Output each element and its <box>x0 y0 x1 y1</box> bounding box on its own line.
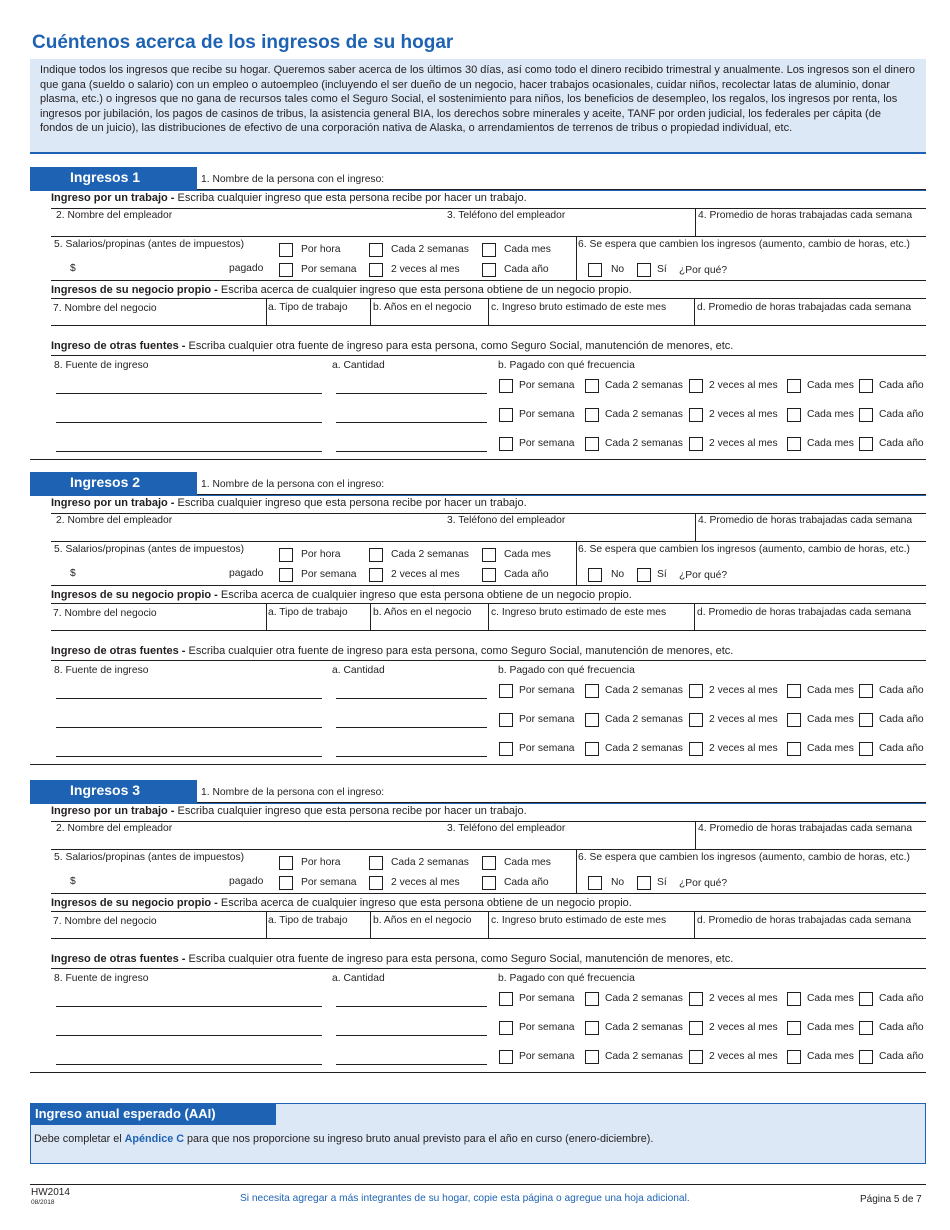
rule-line <box>51 821 926 822</box>
business-income-heading: Ingresos de su negocio propio - <box>51 589 221 601</box>
gross-income-field: c. Ingreso bruto estimado de este mes <box>491 302 667 313</box>
freq-2-veces-al-mes-label: 2 veces al mes <box>391 264 460 275</box>
other-freq-2-veces-al-mes-label: 2 veces al mes <box>709 743 778 754</box>
income-source-label: 8. Fuente de ingreso <box>54 360 149 371</box>
rule-line <box>51 968 926 969</box>
aai-instructions <box>34 1133 653 1145</box>
amount-input[interactable] <box>336 727 487 728</box>
other-income-heading: Ingreso de otras fuentes - <box>51 340 189 352</box>
other-freq-cada-ano-checkbox[interactable] <box>859 437 873 451</box>
aai-text-before: Debe completar el <box>34 1133 125 1145</box>
years-in-business-field: b. Años en el negocio <box>373 302 472 313</box>
job-income <box>51 805 527 817</box>
yes-label: Sí <box>657 877 667 888</box>
page-title: Cuéntenos acerca de los ingresos de su hogar <box>32 32 454 53</box>
other-income <box>51 645 733 657</box>
freq-por-hora-checkbox[interactable] <box>279 548 293 562</box>
other-freq-cada-2-semanas-checkbox[interactable] <box>585 684 599 698</box>
other-freq-cada-ano-label: Cada año <box>879 380 924 391</box>
other-freq-2-veces-al-mes-label: 2 veces al mes <box>709 1022 778 1033</box>
dollar-sign: $ <box>70 263 76 274</box>
income-source-label: 8. Fuente de ingreso <box>54 973 149 984</box>
rule-line <box>51 893 926 894</box>
other-freq-cada-mes-checkbox[interactable] <box>787 1050 801 1064</box>
rule-line <box>197 189 926 190</box>
other-freq-2-veces-al-mes-label: 2 veces al mes <box>709 1051 778 1062</box>
rule-line <box>30 459 926 460</box>
freq-cada-ano-label: Cada año <box>504 569 549 580</box>
freq-cada-mes-label: Cada mes <box>504 857 551 868</box>
appendix-c-link[interactable]: Apéndice C <box>124 1133 185 1145</box>
other-income-description: Escriba cualquier otra fuente de ingreso para esta persona, como Seguro Social, manutención de menores, etc. <box>188 340 734 352</box>
job-income-heading: Ingreso por un trabajo - <box>51 192 178 204</box>
avg-hours-field: 4. Promedio de horas trabajadas cada semana <box>698 210 913 221</box>
other-freq-por-semana-checkbox[interactable] <box>499 992 513 1006</box>
dollar-sign: $ <box>70 568 76 579</box>
other-freq-cada-mes-label: Cada mes <box>807 409 854 420</box>
income-source-label: 8. Fuente de ingreso <box>54 665 149 676</box>
rule-line <box>51 513 926 514</box>
other-freq-cada-ano-checkbox[interactable] <box>859 379 873 393</box>
other-freq-cada-mes-label: Cada mes <box>807 993 854 1004</box>
freq-cada-2-semanas-checkbox[interactable] <box>369 856 383 870</box>
other-freq-2-veces-al-mes-label: 2 veces al mes <box>709 438 778 449</box>
section-tab: Ingresos 2 <box>30 472 197 494</box>
business-income <box>51 589 632 601</box>
work-type-field: a. Tipo de trabajo <box>268 607 348 618</box>
footer-divider <box>30 1184 926 1185</box>
other-freq-cada-2-semanas-label: Cada 2 semanas <box>605 1051 683 1062</box>
other-freq-cada-2-semanas-label: Cada 2 semanas <box>605 1022 683 1033</box>
freq-por-hora-label: Por hora <box>301 244 341 255</box>
other-freq-cada-mes-checkbox[interactable] <box>787 713 801 727</box>
freq-cada-ano-label: Cada año <box>504 877 549 888</box>
amount-input[interactable] <box>336 451 487 452</box>
employer-phone-field: 3. Teléfono del empleador <box>447 210 566 221</box>
other-freq-cada-mes-checkbox[interactable] <box>787 992 801 1006</box>
freq-por-hora-label: Por hora <box>301 857 341 868</box>
other-freq-2-veces-al-mes-checkbox[interactable] <box>689 1050 703 1064</box>
amount-input[interactable] <box>336 756 487 757</box>
rule-line <box>51 630 926 631</box>
column-divider <box>266 603 267 630</box>
other-freq-cada-2-semanas-label: Cada 2 semanas <box>605 685 683 696</box>
column-divider <box>266 298 267 325</box>
amount-input[interactable] <box>336 1035 487 1036</box>
form-date: 08/2018 <box>31 1199 55 1206</box>
other-freq-cada-2-semanas-label: Cada 2 semanas <box>605 380 683 391</box>
other-freq-cada-2-semanas-checkbox[interactable] <box>585 992 599 1006</box>
column-divider <box>576 541 577 585</box>
income-source-input[interactable] <box>56 393 322 394</box>
business-income <box>51 897 632 909</box>
other-freq-cada-2-semanas-label: Cada 2 semanas <box>605 438 683 449</box>
business-income-description: Escriba acerca de cualquier ingreso que esta persona obtiene de un negocio propio. <box>220 897 632 909</box>
other-freq-2-veces-al-mes-checkbox[interactable] <box>689 1021 703 1035</box>
years-in-business-field: b. Años en el negocio <box>373 607 472 618</box>
freq-cada-ano-checkbox[interactable] <box>482 876 496 890</box>
other-freq-por-semana-checkbox[interactable] <box>499 684 513 698</box>
rule-line <box>51 325 926 326</box>
business-name-field: 7. Nombre del negocio <box>53 916 157 927</box>
freq-por-semana-label: Por semana <box>301 877 357 888</box>
why-label: ¿Por qué? <box>679 878 728 889</box>
job-income-description: Escriba cualquier ingreso que esta persona recibe por hacer un trabajo. <box>177 497 527 509</box>
rule-line <box>51 541 926 542</box>
aai-title: Ingreso anual esperado (AAI) <box>31 1104 276 1125</box>
column-divider <box>694 603 695 630</box>
change-no-checkbox[interactable] <box>588 876 602 890</box>
rule-line <box>51 355 926 356</box>
avg-hours-field: 4. Promedio de horas trabajadas cada semana <box>698 515 913 526</box>
freq-por-semana-label: Por semana <box>301 264 357 275</box>
other-income <box>51 340 733 352</box>
freq-cada-ano-checkbox[interactable] <box>482 568 496 582</box>
other-freq-2-veces-al-mes-checkbox[interactable] <box>689 713 703 727</box>
other-freq-cada-2-semanas-checkbox[interactable] <box>585 437 599 451</box>
no-label: No <box>611 877 625 888</box>
other-freq-2-veces-al-mes-checkbox[interactable] <box>689 684 703 698</box>
other-freq-por-semana-checkbox[interactable] <box>499 379 513 393</box>
other-freq-cada-ano-label: Cada año <box>879 1022 924 1033</box>
amount-input[interactable] <box>336 1064 487 1065</box>
column-divider <box>695 821 696 849</box>
other-freq-cada-mes-label: Cada mes <box>807 438 854 449</box>
employer-name-field: 2. Nombre del empleador <box>56 823 173 834</box>
other-freq-por-semana-label: Por semana <box>519 714 575 725</box>
other-freq-2-veces-al-mes-label: 2 veces al mes <box>709 685 778 696</box>
page-number: Página 5 de 7 <box>860 1194 922 1205</box>
rule-line <box>51 236 926 237</box>
other-freq-cada-ano-checkbox[interactable] <box>859 713 873 727</box>
other-freq-2-veces-al-mes-checkbox[interactable] <box>689 992 703 1006</box>
employer-name-field: 2. Nombre del empleador <box>56 210 173 221</box>
business-hours-field: d. Promedio de horas trabajadas cada semana <box>697 302 912 313</box>
column-divider <box>694 911 695 938</box>
column-divider <box>266 911 267 938</box>
income-change-label: 6. Se espera que cambien los ingresos (aumento, cambio de horas, etc.) <box>578 852 910 863</box>
column-divider <box>370 298 371 325</box>
other-income-heading: Ingreso de otras fuentes - <box>51 645 189 657</box>
wages-label: 5. Salarios/propinas (antes de impuestos) <box>54 239 245 250</box>
column-divider <box>488 911 489 938</box>
other-freq-2-veces-al-mes-label: 2 veces al mes <box>709 993 778 1004</box>
rule-line <box>51 585 926 586</box>
other-freq-cada-ano-checkbox[interactable] <box>859 1021 873 1035</box>
change-yes-checkbox[interactable] <box>637 876 651 890</box>
job-income-heading: Ingreso por un trabajo - <box>51 805 178 817</box>
change-yes-checkbox[interactable] <box>637 568 651 582</box>
other-freq-por-semana-checkbox[interactable] <box>499 408 513 422</box>
no-label: No <box>611 264 625 275</box>
other-freq-por-semana-checkbox[interactable] <box>499 437 513 451</box>
paid-label: pagado <box>229 263 264 274</box>
amount-input[interactable] <box>336 1006 487 1007</box>
freq-cada-2-semanas-label: Cada 2 semanas <box>391 857 469 868</box>
other-freq-cada-2-semanas-checkbox[interactable] <box>585 408 599 422</box>
rule-line <box>197 494 926 495</box>
other-freq-2-veces-al-mes-label: 2 veces al mes <box>709 380 778 391</box>
other-income-heading: Ingreso de otras fuentes - <box>51 953 189 965</box>
income-source-input[interactable] <box>56 1006 322 1007</box>
other-freq-cada-mes-checkbox[interactable] <box>787 379 801 393</box>
freq-por-hora-checkbox[interactable] <box>279 243 293 257</box>
other-freq-2-veces-al-mes-checkbox[interactable] <box>689 742 703 756</box>
other-freq-cada-mes-label: Cada mes <box>807 685 854 696</box>
income-section-1 <box>30 167 926 460</box>
other-freq-cada-mes-label: Cada mes <box>807 380 854 391</box>
column-divider <box>576 849 577 893</box>
intro-paragraph: Indique todos los ingresos que recibe su hogar. Queremos saber acerca de los últimos 30 días, así como todo el dinero recibido trimestral y anualmente. Los ingresos son el dinero que gana (sueldo o salario) con un empleo o autoempleo (incluyendo el ser dueño de un negocio, hacer trabajos ocasionales, cuidar niños, recolectar latas de aluminio, donar plasma, etc.) o ingresos que no gana de recursos tales como el Seguro Social, el sostenimiento para niños, los beneficios de desempleo, los regalos, los ingresos por renta, los ingresos por jubilación, los pagos de casinos de tribus, la asistencia general BIA, los derechos sobre minerales y aceite, TANF por orden judicial, los federales per cápita (de fondos de un juicio), las distribuciones de efectivo de una corporación nativa de Alaska, o arrendamientos de terrenos de tribus o propiedad individual, etc. <box>30 59 926 154</box>
yes-label: Sí <box>657 264 667 275</box>
business-income-description: Escriba acerca de cualquier ingreso que esta persona obtiene de un negocio propio. <box>220 589 632 601</box>
income-section-2 <box>30 472 926 765</box>
income-source-input[interactable] <box>56 698 322 699</box>
freq-por-hora-label: Por hora <box>301 549 341 560</box>
freq-cada-ano-label: Cada año <box>504 264 549 275</box>
other-freq-cada-ano-checkbox[interactable] <box>859 992 873 1006</box>
column-divider <box>695 513 696 541</box>
freq-cada-2-semanas-checkbox[interactable] <box>369 243 383 257</box>
other-freq-2-veces-al-mes-checkbox[interactable] <box>689 437 703 451</box>
freq-2-veces-al-mes-label: 2 veces al mes <box>391 569 460 580</box>
amount-label: a. Cantidad <box>332 360 385 371</box>
other-freq-por-semana-label: Por semana <box>519 409 575 420</box>
other-freq-cada-2-semanas-checkbox[interactable] <box>585 713 599 727</box>
other-freq-cada-2-semanas-checkbox[interactable] <box>585 1050 599 1064</box>
other-income-description: Escriba cualquier otra fuente de ingreso para esta persona, como Seguro Social, manutención de menores, etc. <box>188 645 734 657</box>
gross-income-field: c. Ingreso bruto estimado de este mes <box>491 915 667 926</box>
avg-hours-field: 4. Promedio de horas trabajadas cada semana <box>698 823 913 834</box>
other-freq-cada-mes-checkbox[interactable] <box>787 408 801 422</box>
other-freq-por-semana-label: Por semana <box>519 993 575 1004</box>
other-freq-cada-ano-checkbox[interactable] <box>859 1050 873 1064</box>
paid-label: pagado <box>229 876 264 887</box>
job-income <box>51 497 527 509</box>
person-name-label: 1. Nombre de la persona con el ingreso: <box>201 479 385 490</box>
rule-line <box>30 1072 926 1073</box>
other-freq-cada-mes-label: Cada mes <box>807 714 854 725</box>
business-income-heading: Ingresos de su negocio propio - <box>51 897 221 909</box>
other-freq-cada-2-semanas-checkbox[interactable] <box>585 379 599 393</box>
other-freq-cada-2-semanas-label: Cada 2 semanas <box>605 743 683 754</box>
other-freq-cada-ano-label: Cada año <box>879 438 924 449</box>
freq-por-semana-checkbox[interactable] <box>279 568 293 582</box>
freq-por-semana-checkbox[interactable] <box>279 876 293 890</box>
no-label: No <box>611 569 625 580</box>
other-freq-cada-ano-label: Cada año <box>879 743 924 754</box>
rule-line <box>51 280 926 281</box>
freq-cada-mes-checkbox[interactable] <box>482 856 496 870</box>
person-name-label: 1. Nombre de la persona con el ingreso: <box>201 787 385 798</box>
other-freq-cada-mes-checkbox[interactable] <box>787 684 801 698</box>
work-type-field: a. Tipo de trabajo <box>268 915 348 926</box>
other-freq-cada-2-semanas-checkbox[interactable] <box>585 1021 599 1035</box>
amount-label: a. Cantidad <box>332 665 385 676</box>
wages-label: 5. Salarios/propinas (antes de impuestos) <box>54 544 245 555</box>
other-freq-por-semana-label: Por semana <box>519 1051 575 1062</box>
aai-section <box>30 1103 926 1164</box>
income-source-input[interactable] <box>56 1064 322 1065</box>
change-no-checkbox[interactable] <box>588 568 602 582</box>
rule-line <box>51 938 926 939</box>
other-freq-cada-2-semanas-label: Cada 2 semanas <box>605 993 683 1004</box>
other-freq-cada-ano-label: Cada año <box>879 993 924 1004</box>
other-income <box>51 953 733 965</box>
freq-cada-mes-checkbox[interactable] <box>482 243 496 257</box>
other-freq-cada-ano-checkbox[interactable] <box>859 408 873 422</box>
column-divider <box>576 236 577 280</box>
business-name-field: 7. Nombre del negocio <box>53 303 157 314</box>
frequency-label: b. Pagado con qué frecuencia <box>498 665 635 676</box>
income-change-label: 6. Se espera que cambien los ingresos (aumento, cambio de horas, etc.) <box>578 239 910 250</box>
other-freq-por-semana-label: Por semana <box>519 438 575 449</box>
dollar-sign: $ <box>70 876 76 887</box>
freq-cada-mes-checkbox[interactable] <box>482 548 496 562</box>
rule-line <box>51 849 926 850</box>
employer-phone-field: 3. Teléfono del empleador <box>447 823 566 834</box>
person-name-label: 1. Nombre de la persona con el ingreso: <box>201 174 385 185</box>
amount-label: a. Cantidad <box>332 973 385 984</box>
business-hours-field: d. Promedio de horas trabajadas cada semana <box>697 915 912 926</box>
other-freq-por-semana-label: Por semana <box>519 380 575 391</box>
income-source-input[interactable] <box>56 422 322 423</box>
amount-input[interactable] <box>336 422 487 423</box>
freq-por-hora-checkbox[interactable] <box>279 856 293 870</box>
other-freq-cada-mes-label: Cada mes <box>807 1022 854 1033</box>
business-income <box>51 284 632 296</box>
footer-note: Si necesita agregar a más integrantes de su hogar, copie esta página o agregue una hoja adicional. <box>240 1193 690 1204</box>
business-hours-field: d. Promedio de horas trabajadas cada semana <box>697 607 912 618</box>
column-divider <box>370 911 371 938</box>
column-divider <box>695 208 696 236</box>
job-income-description: Escriba cualquier ingreso que esta persona recibe por hacer un trabajo. <box>177 192 527 204</box>
section-tab: Ingresos 1 <box>30 167 197 189</box>
other-freq-cada-mes-label: Cada mes <box>807 743 854 754</box>
job-income-heading: Ingreso por un trabajo - <box>51 497 178 509</box>
other-freq-cada-2-semanas-checkbox[interactable] <box>585 742 599 756</box>
income-source-input[interactable] <box>56 756 322 757</box>
job-income-description: Escriba cualquier ingreso que esta persona recibe por hacer un trabajo. <box>177 805 527 817</box>
other-freq-2-veces-al-mes-label: 2 veces al mes <box>709 714 778 725</box>
other-freq-2-veces-al-mes-label: 2 veces al mes <box>709 409 778 420</box>
wages-label: 5. Salarios/propinas (antes de impuestos) <box>54 852 245 863</box>
section-tab: Ingresos 3 <box>30 780 197 802</box>
other-freq-cada-ano-checkbox[interactable] <box>859 684 873 698</box>
employer-name-field: 2. Nombre del empleador <box>56 515 173 526</box>
freq-cada-2-semanas-label: Cada 2 semanas <box>391 549 469 560</box>
business-income-description: Escriba acerca de cualquier ingreso que esta persona obtiene de un negocio propio. <box>220 284 632 296</box>
other-freq-2-veces-al-mes-checkbox[interactable] <box>689 408 703 422</box>
other-freq-cada-mes-checkbox[interactable] <box>787 742 801 756</box>
freq-2-veces-al-mes-checkbox[interactable] <box>369 568 383 582</box>
other-freq-cada-ano-label: Cada año <box>879 409 924 420</box>
rule-line <box>197 802 926 803</box>
income-source-input[interactable] <box>56 1035 322 1036</box>
column-divider <box>488 298 489 325</box>
freq-cada-mes-label: Cada mes <box>504 549 551 560</box>
other-freq-por-semana-label: Por semana <box>519 685 575 696</box>
rule-line <box>51 208 926 209</box>
frequency-label: b. Pagado con qué frecuencia <box>498 973 635 984</box>
other-freq-por-semana-checkbox[interactable] <box>499 1021 513 1035</box>
column-divider <box>694 298 695 325</box>
gross-income-field: c. Ingreso bruto estimado de este mes <box>491 607 667 618</box>
rule-line <box>30 764 926 765</box>
other-income-description: Escriba cualquier otra fuente de ingreso para esta persona, como Seguro Social, manutención de menores, etc. <box>188 953 734 965</box>
form-code: HW2014 <box>31 1187 70 1198</box>
other-freq-cada-mes-checkbox[interactable] <box>787 1021 801 1035</box>
amount-input[interactable] <box>336 698 487 699</box>
other-freq-cada-ano-checkbox[interactable] <box>859 742 873 756</box>
freq-cada-2-semanas-checkbox[interactable] <box>369 548 383 562</box>
income-source-input[interactable] <box>56 727 322 728</box>
work-type-field: a. Tipo de trabajo <box>268 302 348 313</box>
freq-2-veces-al-mes-label: 2 veces al mes <box>391 877 460 888</box>
years-in-business-field: b. Años en el negocio <box>373 915 472 926</box>
other-freq-por-semana-checkbox[interactable] <box>499 713 513 727</box>
other-freq-cada-mes-label: Cada mes <box>807 1051 854 1062</box>
income-source-input[interactable] <box>56 451 322 452</box>
aai-text-after: para que nos proporcione su ingreso bruto anual previsto para el año en curso (enero-diciembre). <box>184 1133 654 1145</box>
why-label: ¿Por qué? <box>679 570 728 581</box>
freq-cada-ano-checkbox[interactable] <box>482 263 496 277</box>
business-name-field: 7. Nombre del negocio <box>53 608 157 619</box>
why-label: ¿Por qué? <box>679 265 728 276</box>
freq-2-veces-al-mes-checkbox[interactable] <box>369 263 383 277</box>
change-yes-checkbox[interactable] <box>637 263 651 277</box>
freq-cada-2-semanas-label: Cada 2 semanas <box>391 244 469 255</box>
freq-por-semana-label: Por semana <box>301 569 357 580</box>
other-freq-cada-ano-label: Cada año <box>879 714 924 725</box>
other-freq-cada-2-semanas-label: Cada 2 semanas <box>605 714 683 725</box>
other-freq-por-semana-label: Por semana <box>519 743 575 754</box>
income-change-label: 6. Se espera que cambien los ingresos (aumento, cambio de horas, etc.) <box>578 544 910 555</box>
change-no-checkbox[interactable] <box>588 263 602 277</box>
income-section-3 <box>30 780 926 1073</box>
other-freq-cada-ano-label: Cada año <box>879 685 924 696</box>
rule-line <box>51 660 926 661</box>
frequency-label: b. Pagado con qué frecuencia <box>498 360 635 371</box>
other-freq-cada-mes-checkbox[interactable] <box>787 437 801 451</box>
column-divider <box>488 603 489 630</box>
other-freq-por-semana-label: Por semana <box>519 1022 575 1033</box>
amount-input[interactable] <box>336 393 487 394</box>
other-freq-2-veces-al-mes-checkbox[interactable] <box>689 379 703 393</box>
other-freq-cada-ano-label: Cada año <box>879 1051 924 1062</box>
freq-2-veces-al-mes-checkbox[interactable] <box>369 876 383 890</box>
yes-label: Sí <box>657 569 667 580</box>
business-income-heading: Ingresos de su negocio propio - <box>51 284 221 296</box>
freq-por-semana-checkbox[interactable] <box>279 263 293 277</box>
employer-phone-field: 3. Teléfono del empleador <box>447 515 566 526</box>
freq-cada-mes-label: Cada mes <box>504 244 551 255</box>
column-divider <box>370 603 371 630</box>
other-freq-cada-2-semanas-label: Cada 2 semanas <box>605 409 683 420</box>
other-freq-por-semana-checkbox[interactable] <box>499 1050 513 1064</box>
job-income <box>51 192 527 204</box>
other-freq-por-semana-checkbox[interactable] <box>499 742 513 756</box>
paid-label: pagado <box>229 568 264 579</box>
